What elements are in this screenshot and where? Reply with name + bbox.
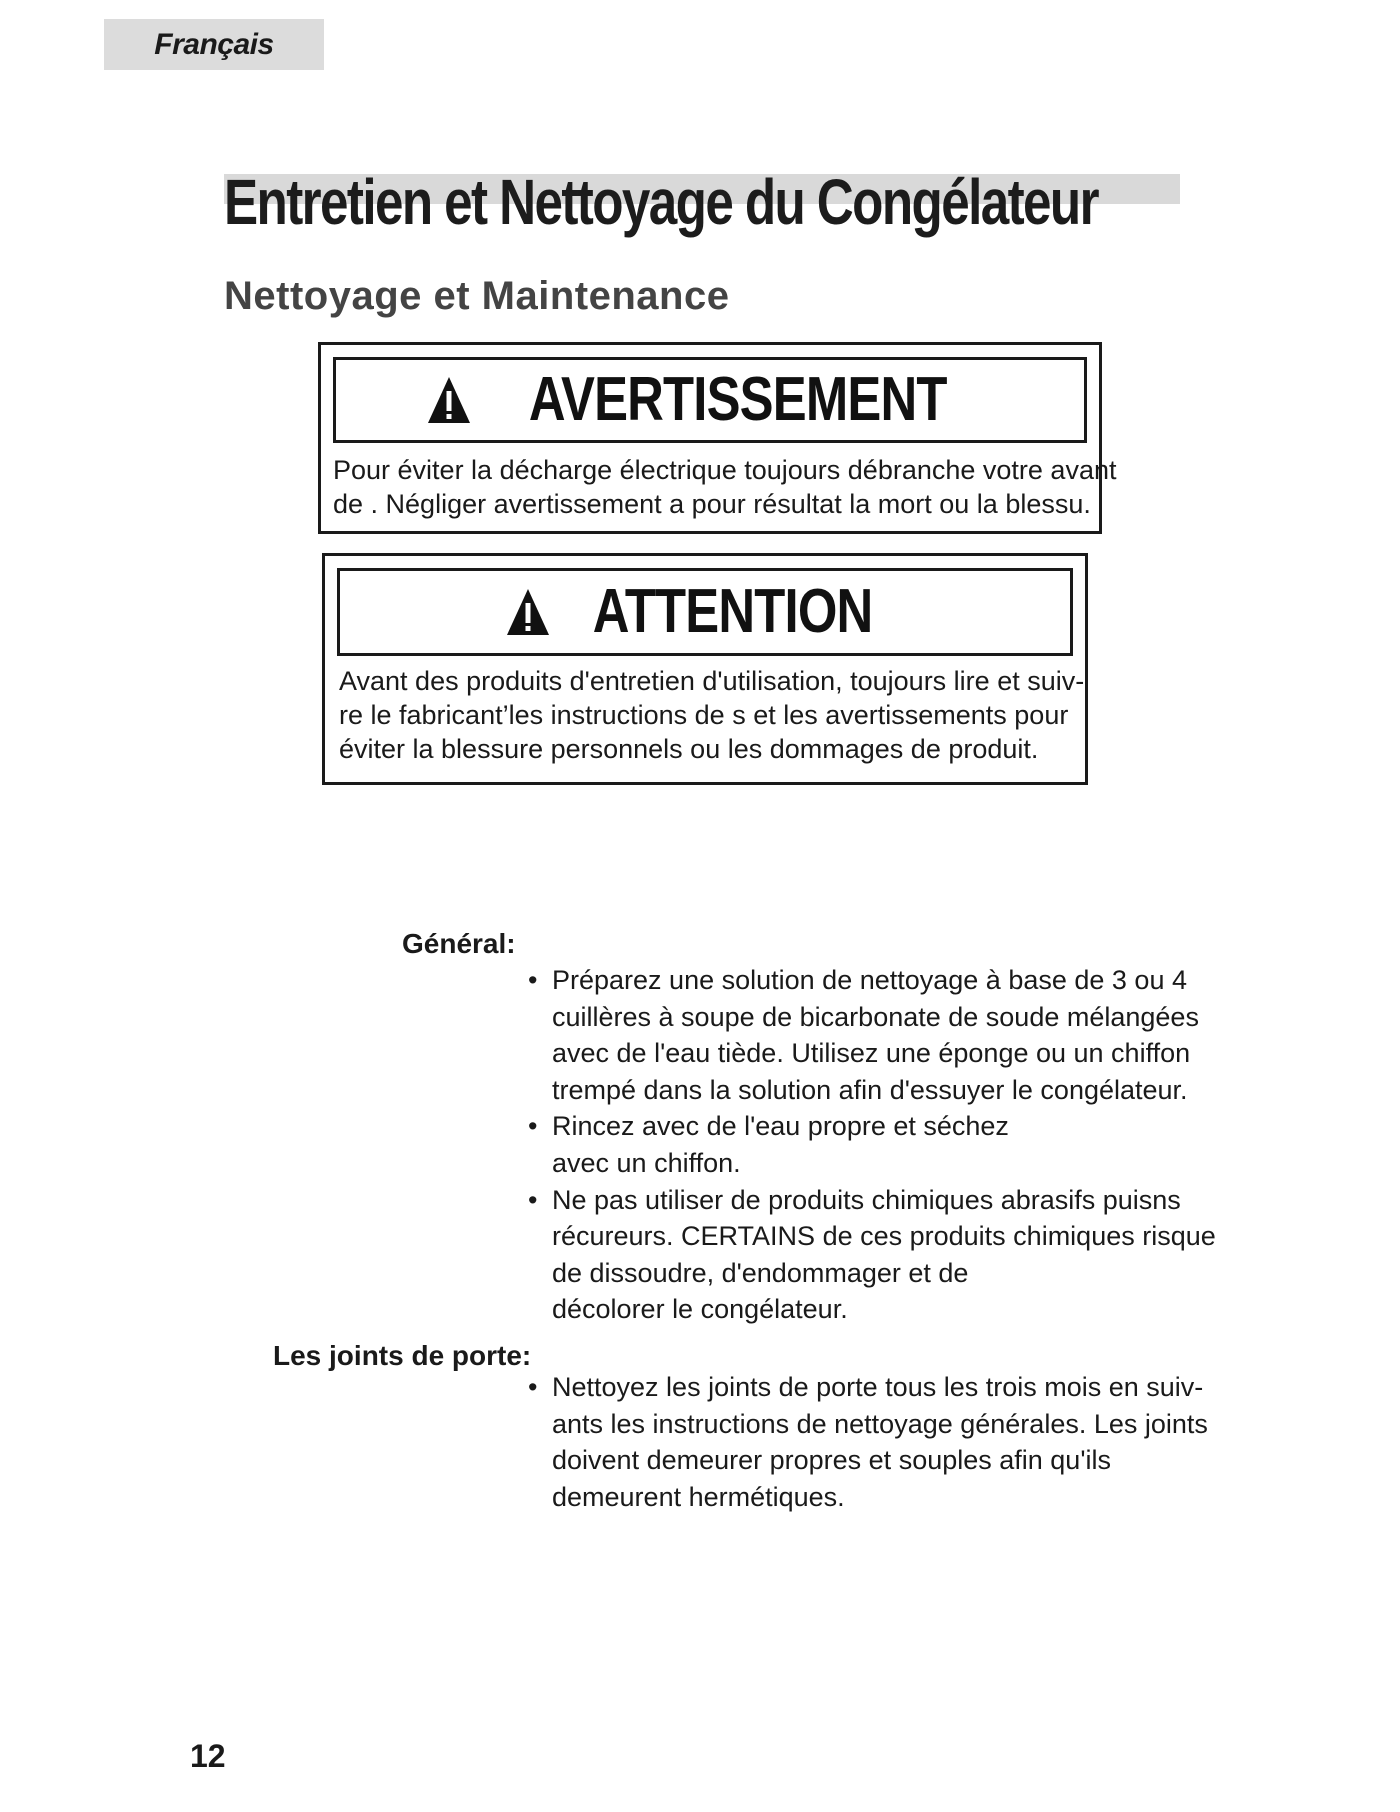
caution-text [339,664,1085,766]
caution-text-line: re le fabricant’les instructions de s et les avertissements pour [339,700,1069,730]
warning-text [333,453,1117,521]
warning-triangle-icon [427,375,471,425]
door-seals-heading: Les joints de porte: [273,1340,532,1371]
list-item [528,962,1208,1108]
warning-label: AVERTISSEMENT [529,365,947,434]
page-number: 12 [190,1738,226,1774]
list-item-line: avec un chiffon. [552,1147,741,1178]
caution-header [337,568,1073,656]
list-item-line: ants les instructions de nettoyage générales. Les joints [552,1408,1208,1439]
section-title: Nettoyage et Maintenance [224,274,730,318]
list-item-line: avec de l'eau tiède. Utilisez une éponge ou un chiffon [552,1038,1191,1069]
bullet-icon: • [528,1111,538,1142]
list-item-line: demeurent hermétiques. [552,1481,845,1512]
list-item-line: cuillères à soupe de bicarbonate de soude mélangées [552,1001,1199,1032]
list-item-line: décolorer le congélateur. [552,1294,848,1325]
list-item-line: Ne pas utiliser de produits chimiques abrasifs puisns [552,1184,1181,1215]
bullet-icon: • [528,1372,538,1402]
bullet-icon: • [528,965,538,995]
list-item-line: trempé dans la solution afin d'essuyer le congélateur. [552,1074,1188,1105]
caution-text-line: éviter la blessure personnels ou les dommages de produit. [339,734,1039,764]
warning-text-line: Pour éviter la décharge électrique toujours débranche votre avant [333,455,1117,485]
caution-label: ATTENTION [593,577,873,646]
caution-box [322,553,1088,785]
door-seals-instructions-list [528,1369,1208,1515]
list-item-line: Rincez avec de l'eau propre et séchez [552,1111,1009,1142]
caution-text-line: Avant des produits d'entretien d'utilisation, toujours lire et suiv- [339,666,1085,696]
list-item-line: de dissoudre, d'endommager et de [552,1257,969,1288]
bullet-icon: • [528,1184,538,1215]
list-item-line: récureurs. CERTAINS de ces produits chimiques risque [552,1221,1216,1252]
list-item [528,1369,1208,1515]
general-instructions-list [528,962,1216,1328]
warning-text-line: de . Négliger avertissement a pour résultat la mort ou la blessu. [333,489,1091,519]
page-title: Entretien et Nettoyage du Congélateur [224,166,1098,238]
list-item [528,1108,1208,1181]
list-item-line: Nettoyez les joints de porte tous les trois mois en suiv- [552,1372,1204,1402]
warning-triangle-icon [506,587,550,637]
list-item-line: doivent demeurer propres et souples afin qu'ils [552,1445,1111,1476]
warning-box [318,342,1117,534]
list-item-line: Préparez une solution de nettoyage à base de 3 ou 4 [552,965,1187,995]
language-tab: Français [104,19,324,70]
general-heading: Général: [402,928,516,959]
warning-header [333,357,1087,443]
list-item [528,1182,1216,1328]
